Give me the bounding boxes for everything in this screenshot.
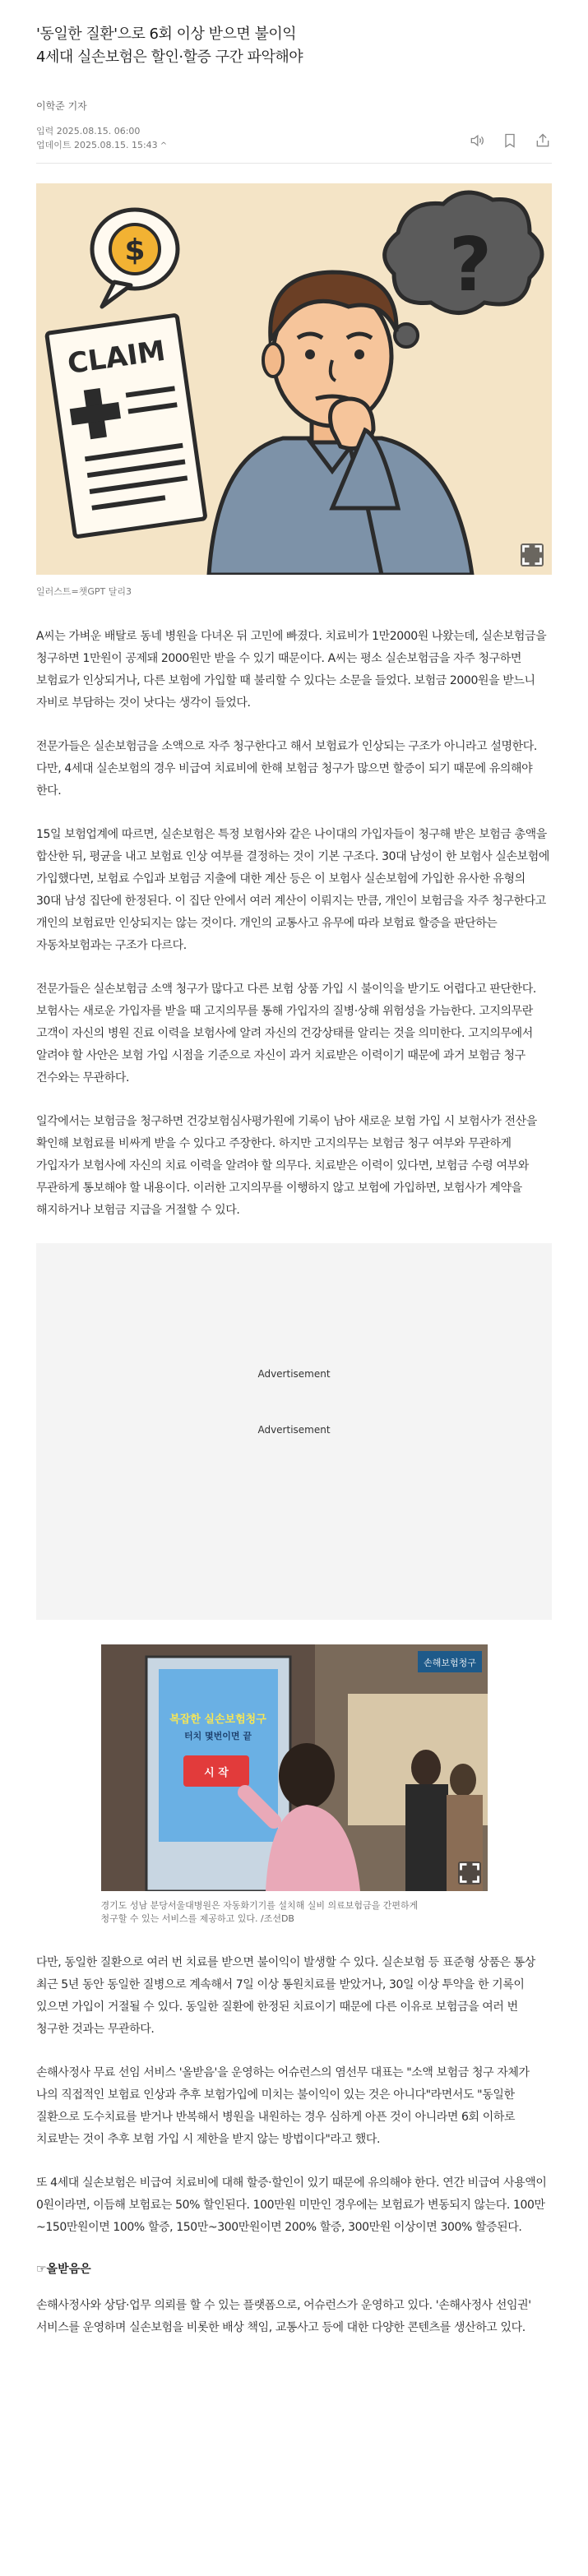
expand-photo-button[interactable] <box>458 1861 481 1885</box>
share-icon <box>535 132 551 149</box>
kiosk-photo-image <box>101 1644 488 1891</box>
hero-illustration <box>36 183 552 575</box>
updated-date: 업데이트 2025.08.15. 15:43 <box>36 140 158 150</box>
expand-icon <box>521 359 544 575</box>
dates <box>36 124 167 153</box>
bookmark-icon <box>502 132 518 149</box>
meta-row <box>36 124 552 153</box>
photo-figure <box>101 1644 488 1926</box>
kiosk-title: 복잡한 실손보험청구 <box>169 1713 266 1726</box>
subhead: ☞올받음은 <box>36 2263 91 2276</box>
ad-label: Advertisement <box>257 1424 331 1436</box>
article-body <box>36 626 552 1222</box>
published-date: 입력 2025.08.15. 06:00 <box>36 126 141 136</box>
updated-date-toggle[interactable] <box>36 138 167 153</box>
sign-text: 손해보험청구 <box>423 1658 476 1668</box>
expand-icon <box>458 1750 481 1891</box>
paragraph: 15일 보험업계에 따르면, 실손보험은 특정 보험사와 같은 나이대의 가입자들이 청구해 받은 보험금 총액을 합산한 뒤, 평균을 내고 보험료 인상 여부를 결정하는 것이 기본 구조다. 30대 남성이 한 보험사 실손보험에 가입했다면, 보험료 수입과 보험금 지출에 대한 계산 등은 이 보험사 실손보험에 가입한 유사한 유형의 30대 남성 집단에 한정된다. 이 집단 안에서 여러 계산이 이뤄지는 만큼, 개인이 보험금을 자주 청구한다고 개인의 보험료만 인상되지는 않는 것이다. 개인의 교통사고 유무에 따라 보험료 할증을 판단하는 자동차보험과는 구조가 다르다. <box>36 828 549 952</box>
svg-text:$: $ <box>124 234 146 267</box>
photo-caption <box>101 1899 488 1926</box>
paragraph: 손해사정사 무료 선임 서비스 '올받음'을 운영하는 어슈런스의 염선무 대표는 "소액 보험금 청구 자체가 나의 직접적인 보험료 인상과 추후 보험가입에 미치는 불이익이 있는 것은 아니다"라면서도 "동일한 질환으로 도수치료를 받거나 반복해서 병원을 내원하는 경우 심하게 아픈 것이 아니라면 6회 이하로 치료받는 것이 추후 보험 가입 시 제한을 받지 않는 방법이다"라고 했다. <box>36 2066 530 2146</box>
paragraph: 또 4세대 실손보험은 비급여 치료비에 대해 할증·할인이 있기 때문에 유의해야 한다. 연간 비급여 사용액이 0원이라면, 이듬해 보험료는 50% 할인된다. 100만원 미만인 경우에는 보험료가 변동되지 않는다. 100만~150만원이면 100% 할증, 150만~300만원이면 200% 할증, 300만원 이상이면 300% 할증된다. <box>36 2176 547 2234</box>
paragraph: 전문가들은 실손보험금 소액 청구가 많다고 다른 보험 상품 가입 시 불이익을 받기도 어렵다고 판단한다. 보험사는 새로운 가입자를 받을 때 고지의무를 통해 가입자의 질병·상해 위험성을 가늠한다. 고지의무란 고객이 자신의 병원 진료 이력을 보험사에 알려 자신의 건강상태를 알리는 것을 의미한다. 고지의무에서 알려야 할 사안은 보험 가입 시점을 기준으로 자신이 과거 치료받은 이력이기 때문에 과거 보험금 청구 건수와는 무관하다. <box>36 983 536 1085</box>
kiosk-sub: 터치 몇번이면 끝 <box>183 1731 252 1741</box>
illustration-man-thinking <box>36 183 552 575</box>
paragraph: 다만, 동일한 질환으로 여러 번 치료를 받으면 불이익이 발생할 수 있다. 실손보험 등 표준형 상품은 통상 최근 5년 동안 동일한 질병으로 계속해서 7일 이상 통원치료를 받았거나, 30일 이상 투약을 한 기록이 있으면 가입이 거절될 수 있다. 동일한 질환에 한정된 치료이기 때문에 다른 이유로 보험금을 여러 번 청구한 것과는 무관하다. <box>36 1956 535 2036</box>
paragraph: 전문가들은 실손보험금을 소액으로 자주 청구한다고 해서 보험료가 인상되는 구조가 아니라고 설명한다. 다만, 4세대 실손보험의 경우 비급여 치료비에 한해 보험금 청구가 많으면 할증이 되기 때문에 유의해야 한다. <box>36 740 537 798</box>
claim-text: CLAIM <box>65 334 168 381</box>
speaker-icon <box>469 132 485 149</box>
ad-label: Advertisement <box>257 1368 331 1380</box>
photo-caption-line: 경기도 성남 분당서울대병원은 자동화기기를 설치해 실비 의료보험금을 간편하게 <box>100 1900 419 1911</box>
svg-text:?: ? <box>448 222 493 308</box>
byline[interactable]: 이학준 기자 <box>36 100 87 112</box>
kiosk-start-button: 시 작 <box>203 1767 229 1779</box>
headline <box>36 0 552 69</box>
article-tools <box>468 132 552 153</box>
advertisement-box[interactable] <box>36 1243 552 1620</box>
expand-image-button[interactable] <box>521 543 544 567</box>
speaker-button[interactable] <box>468 132 486 150</box>
photo-caption-line: 청구할 수 있는 서비스를 제공하고 있다. /조선DB <box>100 1913 294 1924</box>
headline-line-1: '동일한 질환'으로 6회 이상 받으면 불이익 <box>36 25 297 43</box>
kiosk-photo <box>101 1644 488 1891</box>
share-button[interactable] <box>534 132 552 150</box>
hero-caption: 일러스트=챗GPT 달리3 <box>36 586 132 597</box>
article-body-continued <box>36 1952 552 2339</box>
paragraph: 손해사정사와 상담·업무 의뢰를 할 수 있는 플랫폼으로, 어슈런스가 운영하고 있다. '손해사정사 선임권' 서비스를 운영하며 실손보험을 비롯한 배상 책임, 교통사고 등에 대한 다양한 콘텐츠를 생산하고 있다. <box>36 2299 531 2334</box>
paragraph: A씨는 가벼운 배탈로 동네 병원을 다녀온 뒤 고민에 빠졌다. 치료비가 1만2000원 나왔는데, 실손보험금을 청구하면 1만원이 공제돼 2000원만 받을 수 있기 때문이다. A씨는 평소 실손보험금을 자주 청구하면 보험료가 인상되거나, 다른 보험에 가입할 때 불리할 수 있다는 소문을 들었다. 보험금 2000원을 받느니 자비로 부담하는 것이 낫다는 생각이 들었다. <box>36 630 547 710</box>
chevron-up-icon: ^ <box>160 141 168 150</box>
headline-line-2: 4세대 실손보험은 할인·할증 구간 파악해야 <box>36 49 303 66</box>
header-divider <box>36 163 552 164</box>
bookmark-button[interactable] <box>501 132 519 150</box>
paragraph: 일각에서는 보험금을 청구하면 건강보험심사평가원에 기록이 남아 새로운 보험 가입 시 보험사가 전산을 확인해 보험료를 비싸게 받을 수 있다고 주장한다. 하지만 고지의무는 보험금 청구 여부와 무관하게 가입자가 보험사에 자신의 치료 이력을 알려야 할 의무다. 치료받은 이력이 있다면, 보험금 수령 여부와 무관하게 통보해야 할 내용이다. 이러한 고지의무를 이행하지 않고 보험에 가입하면, 보험사가 계약을 해지하거나 보험금 지급을 거절할 수 있다. <box>36 1115 537 1217</box>
